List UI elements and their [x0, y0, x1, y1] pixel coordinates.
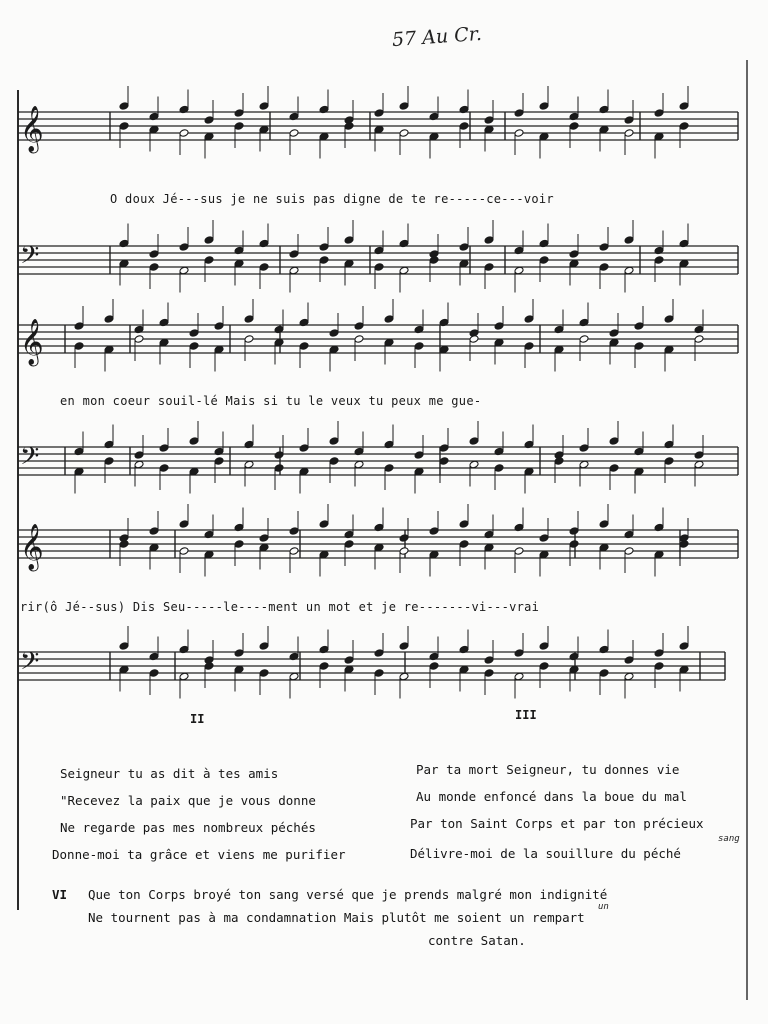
verse-vi-number: VI	[52, 887, 68, 902]
lyric-line-1: O doux Jé---sus je ne suis pas digne de te re-----ce---voir	[110, 192, 554, 206]
treble-clef: 𝄞	[20, 106, 44, 152]
note-head	[259, 263, 269, 272]
note-head	[204, 236, 214, 245]
note-head	[664, 457, 674, 466]
lyric-line-2: en mon coeur souil-lé Mais si tu le veux tu peux me gue-	[60, 394, 482, 408]
note-head	[514, 129, 524, 138]
note-head	[609, 437, 619, 446]
note-head	[179, 520, 189, 529]
note-head	[679, 642, 689, 651]
note-head	[214, 322, 224, 331]
note-head	[149, 250, 159, 259]
note-head	[459, 122, 469, 131]
note-head	[654, 109, 664, 118]
verse-right-line-2: Au monde enfoncé dans la boue du mal	[416, 789, 687, 804]
verse-right-insert: sang	[718, 834, 740, 844]
note-head	[514, 649, 524, 658]
note-head	[74, 322, 84, 331]
note-head	[459, 540, 469, 549]
verse-left-line-2: "Recevez la paix que je vous donne	[60, 793, 316, 808]
bass-clef: 𝄢	[20, 647, 40, 682]
note-head	[204, 256, 214, 265]
note-head	[514, 109, 524, 118]
note-head	[119, 642, 129, 651]
note-head	[599, 520, 609, 529]
note-head	[119, 102, 129, 111]
note-head	[679, 102, 689, 111]
note-head	[134, 451, 144, 460]
note-head	[514, 547, 524, 556]
note-head	[624, 547, 634, 556]
note-head	[399, 547, 409, 556]
note-head	[399, 642, 409, 651]
note-head	[414, 451, 424, 460]
note-head	[234, 540, 244, 549]
note-head	[204, 116, 214, 125]
note-head	[354, 322, 364, 331]
note-head	[399, 534, 409, 543]
note-head	[104, 315, 114, 324]
note-head	[104, 457, 114, 466]
note-head	[579, 335, 589, 344]
verse-vi-line-2: Ne tournent pas à ma condamnation Mais plutôt me soient un rempart	[88, 910, 585, 925]
note-head	[344, 236, 354, 245]
note-head	[624, 116, 634, 125]
note-head	[579, 444, 589, 453]
note-head	[634, 342, 644, 351]
note-head	[679, 122, 689, 131]
note-head	[299, 444, 309, 453]
note-head	[329, 329, 339, 338]
note-head	[289, 250, 299, 259]
verse-right-line-4: Délivre-moi de la souillure du péché	[410, 846, 681, 861]
note-head	[319, 662, 329, 671]
note-head	[259, 102, 269, 111]
note-head	[259, 669, 269, 678]
note-head	[484, 236, 494, 245]
note-head	[399, 129, 409, 138]
note-head	[274, 464, 284, 473]
note-head	[459, 520, 469, 529]
note-head	[569, 540, 579, 549]
note-head	[654, 662, 664, 671]
note-head	[429, 527, 439, 536]
verse-left-line-1: Seigneur tu as dit à tes amis	[60, 766, 279, 781]
note-head	[329, 457, 339, 466]
note-head	[599, 669, 609, 678]
note-head	[274, 451, 284, 460]
note-head	[344, 656, 354, 665]
note-head	[244, 335, 254, 344]
note-head	[654, 649, 664, 658]
verse-vi-line-3: contre Satan.	[428, 933, 526, 948]
verse-vi-line-1: Que ton Corps broyé ton sang versé que je prends malgré mon indignité	[88, 887, 608, 902]
note-head	[134, 335, 144, 344]
note-head	[189, 342, 199, 351]
note-head	[599, 263, 609, 272]
handwritten-note: 57 Au Cr.	[391, 22, 483, 52]
note-head	[289, 547, 299, 556]
note-head	[214, 457, 224, 466]
note-head	[149, 669, 159, 678]
note-head	[179, 129, 189, 138]
note-head	[354, 335, 364, 344]
note-head	[244, 315, 254, 324]
note-head	[189, 329, 199, 338]
bass-clef: 𝄢	[20, 442, 40, 477]
note-head	[634, 322, 644, 331]
note-head	[694, 451, 704, 460]
treble-clef: 𝄞	[20, 319, 44, 365]
note-head	[664, 315, 674, 324]
note-head	[259, 534, 269, 543]
section-marker-right: III	[515, 708, 537, 722]
note-head	[609, 329, 619, 338]
note-head	[299, 342, 309, 351]
verse-left-line-3: Ne regarde pas mes nombreux péchés	[60, 820, 316, 835]
note-head	[494, 322, 504, 331]
note-head	[119, 122, 129, 131]
note-head	[654, 256, 664, 265]
note-head	[189, 437, 199, 446]
note-head	[484, 669, 494, 678]
note-head	[624, 129, 634, 138]
note-head	[569, 250, 579, 259]
note-head	[539, 256, 549, 265]
verse-right-line-1: Par ta mort Seigneur, tu donnes vie	[416, 762, 680, 777]
note-head	[319, 520, 329, 529]
note-head	[374, 263, 384, 272]
verse-vi-insert: un	[598, 902, 609, 912]
note-head	[469, 437, 479, 446]
note-head	[329, 437, 339, 446]
note-head	[159, 464, 169, 473]
note-head	[494, 464, 504, 473]
note-head	[484, 116, 494, 125]
note-head	[259, 642, 269, 651]
note-head	[374, 649, 384, 658]
note-head	[234, 109, 244, 118]
note-head	[384, 464, 394, 473]
note-head	[289, 527, 299, 536]
note-head	[319, 243, 329, 252]
note-head	[569, 527, 579, 536]
lyric-line-3: rir(ô Jé--sus) Dis Seu-----le----ment un mot et je re-------vi---vrai	[20, 600, 540, 614]
note-head	[179, 547, 189, 556]
note-head	[399, 102, 409, 111]
note-head	[384, 315, 394, 324]
note-head	[539, 534, 549, 543]
note-head	[599, 243, 609, 252]
note-head	[524, 342, 534, 351]
treble-clef: 𝄞	[20, 524, 44, 570]
note-head	[319, 256, 329, 265]
note-head	[609, 464, 619, 473]
note-head	[524, 315, 534, 324]
note-head	[74, 342, 84, 351]
verse-right-line-3: Par ton Saint Corps et par ton précieux	[410, 816, 704, 831]
note-head	[539, 662, 549, 671]
note-head	[149, 263, 159, 272]
note-head	[344, 540, 354, 549]
note-head	[484, 656, 494, 665]
note-head	[539, 102, 549, 111]
note-head	[429, 662, 439, 671]
note-head	[439, 444, 449, 453]
note-head	[159, 444, 169, 453]
note-head	[624, 236, 634, 245]
note-head	[539, 642, 549, 651]
note-head	[374, 669, 384, 678]
note-head	[569, 122, 579, 131]
section-marker-left: II	[190, 712, 205, 726]
note-head	[289, 129, 299, 138]
note-head	[414, 342, 424, 351]
bass-clef: 𝄢	[20, 241, 40, 276]
note-head	[234, 122, 244, 131]
verse-left-line-4: Donne-moi ta grâce et viens me purifier	[52, 847, 346, 862]
note-head	[234, 649, 244, 658]
note-head	[179, 243, 189, 252]
note-head	[484, 263, 494, 272]
note-head	[459, 243, 469, 252]
note-head	[694, 335, 704, 344]
note-head	[624, 656, 634, 665]
note-head	[374, 109, 384, 118]
note-head	[149, 527, 159, 536]
